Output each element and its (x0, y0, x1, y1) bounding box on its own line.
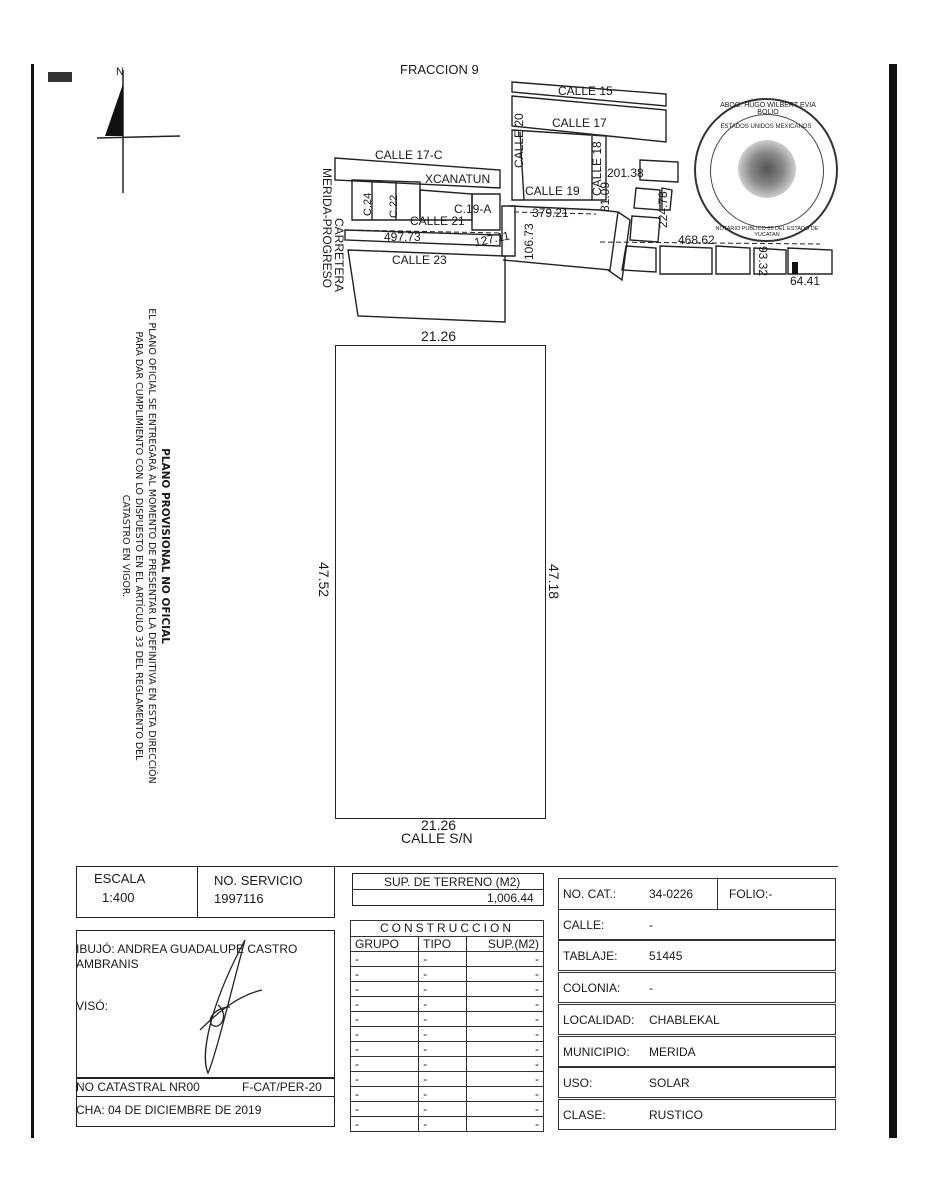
table-row: - - - (351, 1027, 544, 1042)
drawn-by-cont: AMBRANIS (76, 957, 139, 971)
dist-127: 127.11 (472, 228, 511, 250)
north-arrow-icon (95, 68, 185, 198)
lot-top-dimension: 21.26 (421, 328, 457, 344)
street-carretera: CARRETERA (332, 218, 346, 293)
street-calle20: CALLE 20 (512, 113, 526, 168)
sheet-right-edge (889, 64, 897, 1138)
seal-bottom-text: NOTARIO PUBLICO 85 DEL ESTADO DE YUCATAN (715, 226, 819, 238)
street-calle18: CALLE 18 (590, 141, 604, 196)
escala-label: ESCALA (94, 871, 146, 886)
construccion-header-grupo: GRUPO (351, 937, 419, 952)
seal-outer-text: ABOG. HUGO WILBERT EVIA BOLIO (720, 102, 816, 116)
notice-title: PLANO PROVISIONAL NO OFICIAL (159, 448, 171, 644)
seal-eagle-icon (738, 140, 796, 198)
table-row: - - - (351, 1057, 544, 1072)
street-calle19: CALLE 19 (525, 184, 580, 198)
servicio-label: NO. SERVICIO (214, 873, 303, 888)
street-xcanatun: XCANATUN (425, 172, 491, 186)
plano-label: NO CATASTRAL NR00 (76, 1080, 200, 1094)
dist-201: 201.38 (607, 166, 644, 180)
construccion-header-sup: SUP.(M2) (466, 937, 543, 952)
street-calle19a: C.19-A (454, 202, 492, 216)
street-calle21: CALLE 21 (410, 214, 465, 228)
nocat-label: NO. CAT.: (563, 887, 617, 901)
table-row: - - - (351, 997, 544, 1012)
table-row: - - - (351, 1072, 544, 1087)
dist-106: 106.73 (522, 223, 536, 260)
construccion-header-tipo: TIPO (419, 937, 467, 952)
nocat-value: 34-0226 (649, 887, 694, 901)
street-calle17: CALLE 17 (552, 116, 607, 130)
street-calle17c: CALLE 17-C (375, 148, 443, 162)
reviewed-by: VISÓ: (76, 999, 109, 1013)
street-c22: C.22 (388, 194, 400, 218)
street-calle23: CALLE 23 (392, 253, 447, 267)
nocat-row (558, 878, 836, 910)
table-row: - - - (351, 967, 544, 982)
dist-64: 64.41 (790, 274, 821, 288)
construccion-table (350, 920, 544, 1132)
lot-street-label: CALLE S/N (401, 830, 473, 846)
formato-label: F-CAT/PER-20 (242, 1080, 322, 1094)
table-row: - - - (351, 1012, 544, 1027)
calle-row: CALLE: - (558, 909, 836, 940)
street-c24: C.24 (362, 192, 374, 216)
colonia-row: COLONIA: - (558, 972, 836, 1003)
sheet-corner-mark (48, 72, 72, 82)
table-row: - - - (351, 982, 544, 997)
sheet-left-edge (31, 64, 34, 1138)
superficie-value: 1,006.44 (487, 891, 534, 905)
street-merida-progreso: MERIDA-PROGRESO (320, 168, 334, 289)
fraccion-label: FRACCION 9 (400, 62, 479, 77)
provisional-notice (119, 306, 171, 786)
lot-right-dimension: 47.18 (546, 564, 562, 600)
dist-224: 224.78 (656, 191, 670, 228)
drawn-by: IBUJÓ: ANDREA GUADALUPE CASTRO (76, 942, 298, 956)
tablaje-row: TABLAJE: 51445 (558, 940, 836, 971)
dist-81: 81.09 (598, 181, 612, 212)
notice-body: EL PLANO OFICIAL SE ENTREGARÁ AL MOMENTO DE PRESENTAR LA DEFINITIVA EN ESTA DIRECCIÓN PARA DAR CUMPLIMIENTO CON LO DISPUESTO EN EL ARTÍCULO 33 DEL REGLAMENTO DEL CATASTRO EN VIGOR. (120, 308, 157, 784)
construccion-title: CONSTRUCCION (350, 920, 544, 936)
dist-93: 93.32 (756, 246, 770, 277)
notary-seal (694, 98, 838, 242)
uso-row: USO: SOLAR (558, 1067, 836, 1098)
signature (190, 935, 270, 1080)
superficie-label: SUP. DE TERRENO (M2) (384, 875, 521, 889)
dist-468: 468.62 (678, 233, 715, 247)
table-row: - - - (351, 1102, 544, 1117)
servicio-value: 1997116 (214, 891, 264, 906)
localidad-row: LOCALIDAD: CHABLEKAL (558, 1004, 836, 1035)
lot-left-dimension: 47.52 (316, 562, 332, 598)
lot-outline (335, 345, 546, 819)
dist-379: 379.21 (532, 206, 569, 220)
table-row: - - - (351, 1087, 544, 1102)
folio-label: FOLIO:- (729, 887, 773, 901)
escala-value: 1:400 (102, 890, 135, 905)
table-row: - - - (351, 1042, 544, 1057)
nocat-divider (717, 879, 718, 909)
lot-bottom-dimension: 21.26 (421, 817, 457, 833)
table-row: - - - (351, 952, 544, 967)
fecha-label: CHA: 04 DE DICIEMBRE DE 2019 (76, 1103, 262, 1117)
municipio-row: MUNICIPIO: MERIDA (558, 1036, 836, 1067)
street-calle15: CALLE 15 (558, 84, 613, 98)
dist-497: 497.73 (384, 230, 421, 244)
superficie-divider (352, 889, 544, 890)
clase-row: CLASE: RUSTICO (558, 1099, 836, 1130)
table-row: - - - (351, 1117, 544, 1132)
north-label: N (116, 66, 124, 78)
seal-inner-text: ESTADOS UNIDOS MEXICANOS (720, 124, 812, 130)
